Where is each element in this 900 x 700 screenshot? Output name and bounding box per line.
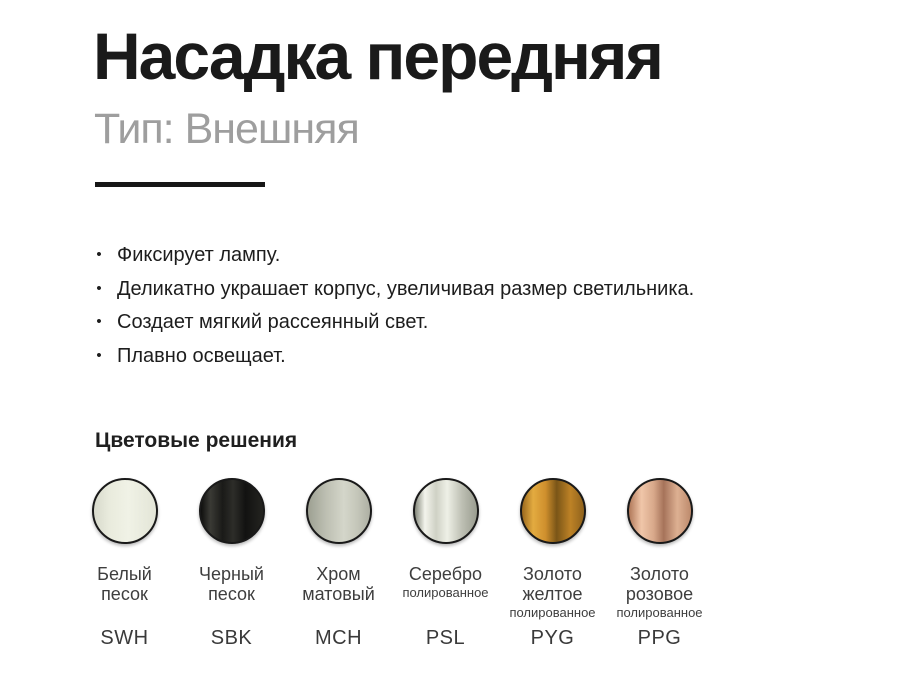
bullet-item bbox=[94, 312, 840, 333]
bullet-text: Фиксирует лампу. bbox=[117, 244, 281, 266]
swatch-label-line: желтое bbox=[522, 584, 583, 604]
swatch-label-line: розовое bbox=[625, 584, 694, 604]
swatch-label-small: полированное bbox=[509, 605, 596, 620]
bullet-item bbox=[94, 245, 840, 266]
swatch-label-line: матовый bbox=[302, 584, 375, 604]
swatch-label-line: Хром bbox=[316, 564, 361, 584]
swatch-label bbox=[199, 564, 264, 628]
bullet-text: Плавно освещает. bbox=[117, 344, 286, 367]
swatch-code: PPG bbox=[637, 627, 682, 649]
swatch-label-line: Черный bbox=[199, 564, 264, 584]
swatch-label-line: Золото bbox=[523, 564, 582, 584]
swatch-column-ppg bbox=[606, 478, 713, 648]
bullet-text: Создает мягкий рассеянный свет. bbox=[117, 311, 429, 333]
swatch-label bbox=[616, 564, 702, 628]
bullet-text: Деликатно украшает корпус, увеличивая размер светильника. bbox=[117, 277, 695, 300]
swatch-column-swh bbox=[71, 478, 178, 648]
page-subtitle: Тип: Внешняя bbox=[94, 105, 359, 153]
swatch-code: PSL bbox=[425, 627, 466, 649]
swatch-label-small: полированное bbox=[616, 605, 703, 620]
bullet-icon: • bbox=[96, 313, 102, 330]
colors-section-heading: Цветовые решения bbox=[95, 429, 298, 452]
swatch-column-pyg bbox=[499, 478, 606, 648]
divider bbox=[95, 182, 265, 187]
swatch-code: SWH bbox=[100, 627, 149, 649]
swatch-label-line: Белый bbox=[97, 564, 152, 584]
swatch-column-mch bbox=[285, 478, 392, 648]
color-swatch-pyg bbox=[520, 478, 586, 544]
swatch-label bbox=[509, 564, 595, 628]
bullet-item bbox=[94, 346, 840, 367]
page-title: Насадка передняя bbox=[93, 19, 662, 93]
color-swatch-ppg bbox=[627, 478, 693, 544]
bullet-item bbox=[94, 279, 840, 300]
swatch-code: MCH bbox=[314, 627, 363, 649]
swatch-label bbox=[302, 564, 375, 628]
swatch-label-line: Золото bbox=[630, 564, 689, 584]
color-swatch-psl bbox=[413, 478, 479, 544]
swatch-label-line: песок bbox=[101, 584, 148, 604]
swatch-column-psl bbox=[392, 478, 499, 648]
swatch-label bbox=[97, 564, 152, 628]
color-swatch-mch bbox=[306, 478, 372, 544]
swatch-code: SBK bbox=[210, 627, 253, 649]
swatch-label-line: песок bbox=[208, 584, 255, 604]
swatch-column-sbk bbox=[178, 478, 285, 648]
color-swatch-swh bbox=[92, 478, 158, 544]
swatch-grid bbox=[71, 478, 713, 648]
bullet-icon: • bbox=[96, 279, 102, 297]
color-swatch-sbk bbox=[199, 478, 265, 544]
bullet-icon: • bbox=[96, 246, 102, 263]
swatch-label bbox=[402, 564, 488, 628]
swatch-label-small: полированное bbox=[402, 585, 489, 600]
bullet-icon: • bbox=[96, 346, 102, 364]
swatch-label-line: Серебро bbox=[408, 564, 483, 584]
bullet-list bbox=[94, 245, 840, 379]
swatch-code: PYG bbox=[530, 627, 575, 649]
